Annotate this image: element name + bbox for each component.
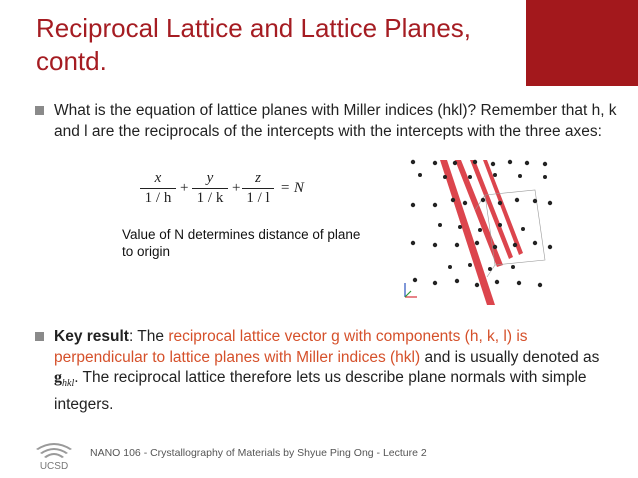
key-result-label: Key result (54, 328, 129, 345)
slide-title: Reciprocal Lattice and Lattice Planes, contd. (36, 13, 472, 76)
lattice-planes-figure (395, 155, 565, 310)
distance-note: Value of N determines distance of plane to origin (122, 227, 361, 259)
bullet-2-end: . The reciprocal lattice therefore lets us describe plane normals with simple integers. (54, 369, 587, 413)
bullet-marker (34, 105, 48, 119)
eq-den-y: 1 / k (196, 190, 224, 206)
plane-equation (140, 170, 330, 216)
bullet-2-mid: and is usually denoted as (420, 348, 600, 366)
eq-equals: = N (280, 180, 304, 196)
accent-box (526, 0, 638, 86)
g-hkl-symbol: $g_{hkl}$ (54, 369, 75, 390)
bullet-2-part: : The (128, 328, 169, 345)
footer-text: NANO 106 - Crystallography of Materials by Shyue Ping Ong - Lecture 2 (90, 447, 427, 459)
highlight-text: reciprocal lattice vector g with components (h, k, l) is perpendicular to lattice planes with Miller indices (hkl) (54, 328, 528, 366)
bullet-marker (34, 331, 48, 345)
eq-num-z: z (255, 170, 261, 186)
eq-plus-2: + (232, 180, 241, 196)
eq-num-x: x (154, 170, 162, 186)
ucsd-logo (30, 437, 78, 471)
eq-den-z: 1 / l (246, 190, 270, 206)
bullet-text-1: What is the equation of lattice planes with Miller indices (hkl)? Remember that h, k and l are the reciprocals of the intercepts with the intercepts with the three axes: (54, 102, 617, 140)
ucsd-logo-text: UCSD (39, 461, 69, 471)
eq-plus-1: + (180, 180, 189, 196)
bullet-text-2 (54, 327, 619, 415)
eq-num-y: y (206, 170, 214, 186)
eq-den-x: 1 / h (144, 190, 172, 206)
